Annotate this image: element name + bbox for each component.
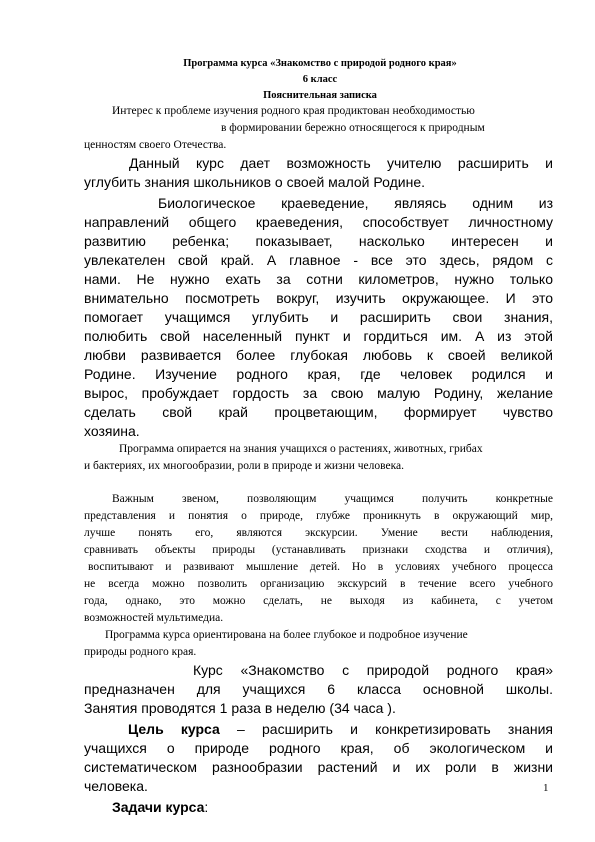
paragraph-line: увлекателен свой край. А главное - все это здесь, рядом с — [84, 252, 553, 268]
paragraph-line: природы родного края. — [84, 646, 197, 658]
paragraph-line: Интерес к проблеме изучения родного края продиктован необходимостью — [112, 105, 475, 117]
paragraph-line: Родине. Изучение родного края, где человек родился и — [84, 366, 553, 382]
paragraph-line: учащихся о природе родного края, об экологическом и — [84, 740, 553, 756]
page-number: 1 — [543, 782, 549, 794]
paragraph-line: возможностей мультимедиа. — [84, 612, 224, 624]
paragraph-line: внимательно посмотреть вокруг, изучить окружающее. И это — [84, 290, 553, 306]
paragraph-line: ценностям своего Отечества. — [84, 139, 227, 151]
course-tasks-colon: : — [204, 799, 209, 815]
paragraph-line: хозяина. — [84, 423, 140, 439]
paragraph-line: предназначен для учащихся 6 класса основной школы. — [84, 681, 553, 697]
course-goal-text: – расширить и конкретизировать знания — [219, 721, 553, 737]
paragraph-line: углубить знания школьников о своей малой Родине. — [84, 174, 425, 190]
paragraph-line: не всегда можно позволить организацию экскурсий в течение всего учебного — [84, 578, 553, 590]
course-tasks-heading — [112, 798, 208, 817]
grade-label: 6 класс — [302, 74, 338, 85]
paragraph-line: нами. Не нужно ехать за сотни километров, нужно только — [84, 271, 553, 287]
paragraph-line: Курс «Знакомство с природой родного края» — [193, 662, 553, 678]
paragraph-line: представления и понятия о природе, глубже проникнуть в окружающий мир, — [84, 510, 553, 522]
paragraph-line: и бактериях, их многообразии, роли в природе и жизни человека. — [84, 460, 405, 472]
paragraph-line: человека. — [84, 778, 148, 794]
paragraph-line: Биологическое краеведение, являясь одним из — [158, 195, 553, 211]
course-tasks-label: Задачи курса — [112, 799, 205, 815]
paragraph-line: систематическом разнообразии растений и их роли в жизни — [84, 759, 553, 775]
paragraph-line: Важным звеном, позволяющим учащимся получить конкретные — [112, 493, 553, 505]
explanatory-note-heading: Пояснительная записка — [263, 90, 377, 101]
paragraph-line: сделать свой край процветающим, формирует чувство — [84, 404, 553, 420]
paragraph-line: года, однако, это можно сделать, не выходя из кабинета, с учетом — [84, 595, 553, 607]
paragraph-line: направлений общего краеведения, способствует личностному — [84, 214, 553, 230]
course-goal-label: Цель курса — [128, 721, 220, 737]
paragraph-line: Программа курса ориентирована на более глубокое и подробное изучение — [105, 629, 468, 641]
paragraph-line: вырос, пробуждает гордость за свою малую Родину, желание — [84, 385, 553, 401]
paragraph-line: Занятия проводятся 1 раза в неделю (34 часа ). — [84, 700, 396, 716]
paragraph-line: в формировании бережно относящегося к природным — [221, 122, 485, 134]
paragraph-line: развитию ребенка; показывает, насколько интересен и — [84, 233, 553, 249]
paragraph-line: сравнивать объекты природы (устанавливать признаки сходства и отличия), — [84, 544, 553, 556]
paragraph-line: Программа опирается на знания учащихся о растениях, животных, грибах — [119, 443, 483, 455]
paragraph-line: Данный курс дает возможность учителю расширить и — [129, 155, 553, 171]
paragraph-line: лучше понять его, являются экскурсии. Умение вести наблюдения, — [84, 527, 553, 539]
paragraph-line: полюбить свой населенный пункт и гордиться им. А из этой — [84, 328, 553, 344]
course-goal-line — [128, 720, 553, 739]
paragraph-line: помогает учащимся углубить и расширить свои знания, — [84, 309, 553, 325]
program-title: Программа курса «Знакомство с природой родного края» — [183, 58, 457, 69]
paragraph-line: любви развивается более глубокая любовь к своей великой — [84, 347, 553, 363]
paragraph-line: воспитывают и развивают мышление детей. Но в условиях учебного процесса — [88, 561, 553, 573]
